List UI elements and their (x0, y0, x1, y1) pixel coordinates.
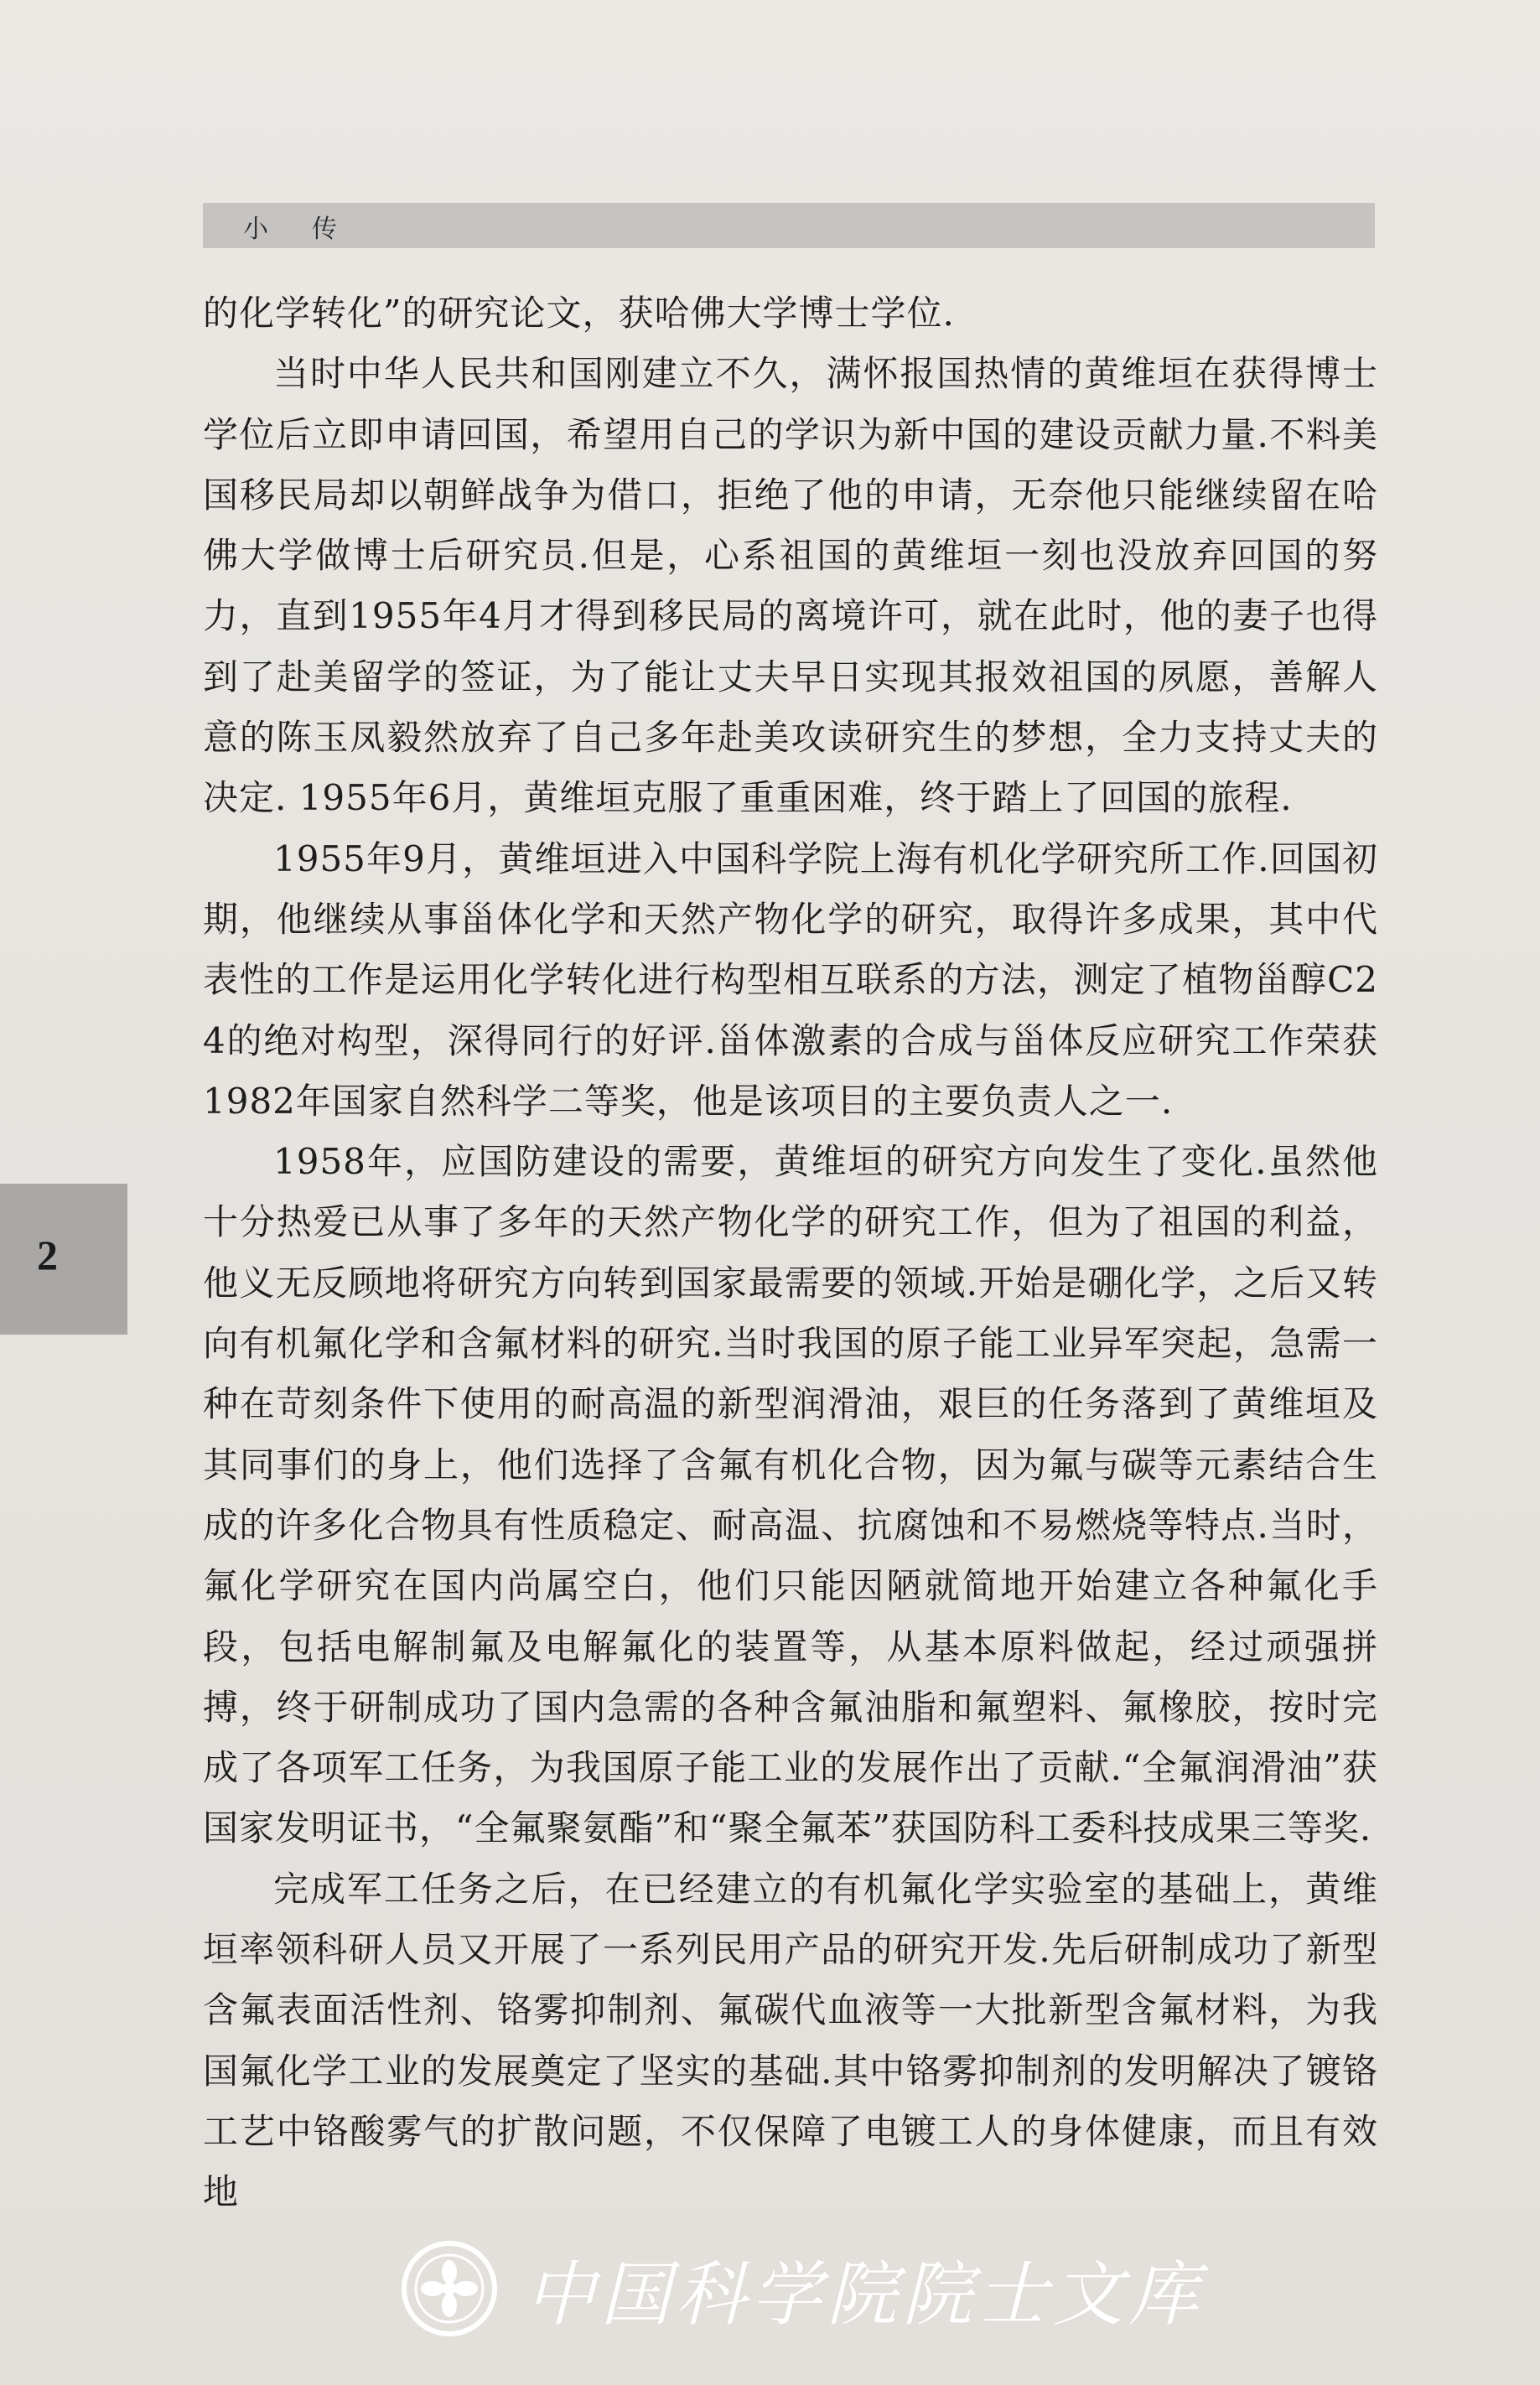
paragraph: 的化学转化”的研究论文，获哈佛大学博士学位. (203, 293, 955, 334)
footer-logo-text: 中国科学院院士文库 (525, 2253, 1205, 2336)
page-number-tab (0, 1184, 127, 1335)
cas-emblem-icon (399, 2238, 500, 2339)
page-number: 2 (37, 1231, 58, 1278)
body-text (203, 283, 1378, 2223)
paragraph: 当时中华人民共和国刚建立不久，满怀报国热情的黄维垣在获得博士学位后立即申请回国，希望用自己的学识为新中国的建设贡献力量.不料美国移民局却以朝鲜战争为借口，拒绝了他的申请，无奈他只能继续留在哈佛大学做博士后研究员.但是，心系祖国的黄维垣一刻也没放弃回国的努力，直到1955年4月才得到移民局的离境许可，就在此时，他的妻子也得到了赴美留学的签证，为了能让丈夫早日实现其报效祖国的夙愿，善解人意的陈玉凤毅然放弃了自己多年赴美攻读研究生的梦想，全力支持丈夫的决定. 1955年6月，黄维垣克服了重重困难，终于踏上了回国的旅程. (203, 353, 1378, 819)
running-header-title: 小传 (243, 215, 381, 244)
footer-watermark (399, 2234, 1237, 2343)
paragraph: 1958年，应国防建设的需要，黄维垣的研究方向发生了变化.虽然他十分热爱已从事了多年的天然产物化学的研究工作，但为了祖国的利益，他义无反顾地将研究方向转到国家最需要的领域.开始是硼化学，之后又转向有机氟化学和含氟材料的研究.当时我国的原子能工业异军突起，急需一种在苛刻条件下使用的耐高温的新型润滑油，艰巨的任务落到了黄维垣及其同事们的身上，他们选择了含氟有机化合物，因为氟与碳等元素结合生成的许多化合物具有性质稳定、耐高温、抗腐蚀和不易燃烧等特点.当时，氟化学研究在国内尚属空白，他们只能因陋就简地开始建立各种氟化手段，包括电解制氟及电解氟化的装置等，从基本原料做起，经过顽强拼搏，终于研制成功了国内急需的各种含氟油脂和氟塑料、氟橡胶，按时完成了各项军工任务，为我国原子能工业的发展作出了贡献.“全氟润滑油”获国家发明证书，“全氟聚氨酯”和“聚全氟苯”获国防科工委科技成果三等奖. (203, 1141, 1378, 1849)
paragraph: 1955年9月，黄维垣进入中国科学院上海有机化学研究所工作.回国初期，他继续从事甾体化学和天然产物化学的研究，取得许多成果，其中代表性的工作是运用化学转化进行构型相互联系的方法，测定了植物甾醇C24的绝对构型，深得同行的好评.甾体激素的合成与甾体反应研究工作荣获1982年国家自然科学二等奖，他是该项目的主要负责人之一. (203, 837, 1378, 1122)
paragraph: 完成军工任务之后，在已经建立的有机氟化学实验室的基础上，黄维垣率领科研人员又开展了一系列民用产品的研究开发.先后研制成功了新型含氟表面活性剂、铬雾抑制剂、氟碳代血液等一大批新型含氟材料，为我国氟化学工业的发展奠定了坚实的基础.其中铬雾抑制剂的发明解决了镀铬工艺中铬酸雾气的扩散问题，不仅保障了电镀工人的身体健康，而且有效地 (203, 1868, 1378, 2213)
running-header (203, 203, 1375, 248)
